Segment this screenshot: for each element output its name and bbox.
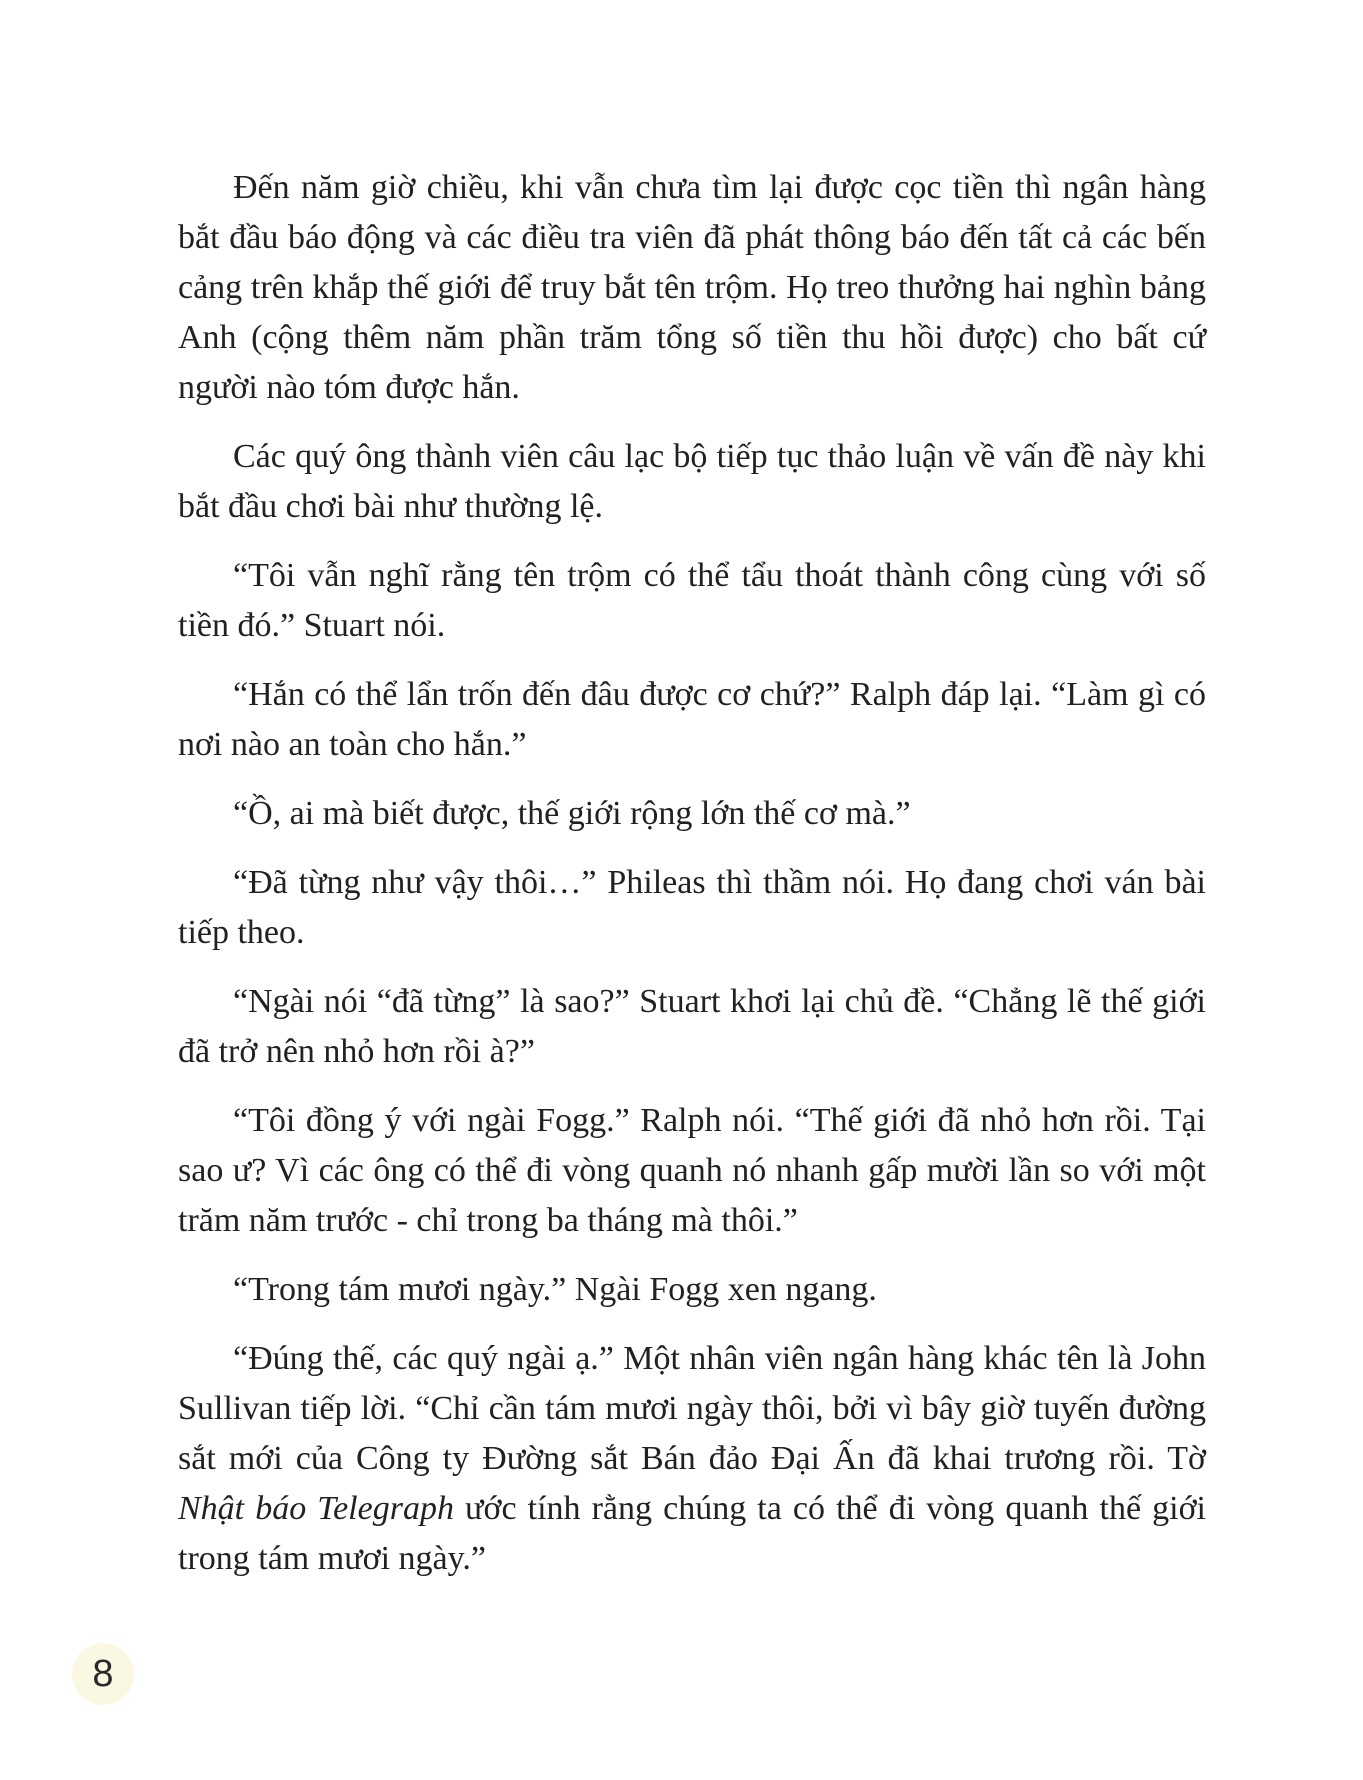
text-segment: “Đúng thế, các quý ngài ạ.” Một nhân viên ngân hàng khác tên là John Sullivan tiếp lời. “Chỉ cần tám mươi ngày thôi, bởi vì bây giờ tuyến đường sắt mới của Công ty Đường sắt Bán đảo Đại Ấn đã khai trương rồi. Tờ — [178, 1340, 1206, 1477]
paragraph — [178, 1265, 1206, 1315]
paragraph — [178, 789, 1206, 839]
text-segment: “Ồ, ai mà biết được, thế giới rộng lớn thế cơ mà.” — [233, 795, 911, 832]
text-segment: Đến năm giờ chiều, khi vẫn chưa tìm lại được cọc tiền thì ngân hàng bắt đầu báo động và các điều tra viên đã phát thông báo đến tất cả các bến cảng trên khắp thế giới để truy bắt tên trộm. Họ treo thưởng hai nghìn bảng Anh (cộng thêm năm phần trăm tổng số tiền thu hồi được) cho bất cứ người nào tóm được hắn. — [178, 169, 1206, 406]
text-segment: “Tôi vẫn nghĩ rằng tên trộm có thể tẩu thoát thành công cùng với số tiền đó.” Stuart nói. — [178, 557, 1206, 644]
paragraph — [178, 551, 1206, 651]
text-segment: “Trong tám mươi ngày.” Ngài Fogg xen ngang. — [233, 1271, 877, 1308]
italic-text-segment: Nhật báo Telegraph — [178, 1490, 454, 1527]
paragraph — [178, 163, 1206, 413]
paragraph — [178, 1334, 1206, 1584]
text-segment: “Ngài nói “đã từng” là sao?” Stuart khơi lại chủ đề. “Chẳng lẽ thế giới đã trở nên nhỏ hơn rồi à?” — [178, 983, 1206, 1070]
paragraph — [178, 432, 1206, 532]
paragraph — [178, 858, 1206, 958]
page-text — [178, 163, 1206, 1584]
paragraph — [178, 1096, 1206, 1246]
text-segment: ước tính rằng chúng ta có thể đi vòng quanh thế giới trong tám mươi ngày.” — [178, 1490, 1206, 1577]
text-segment: Các quý ông thành viên câu lạc bộ tiếp tục thảo luận về vấn đề này khi bắt đầu chơi bài như thường lệ. — [178, 438, 1206, 525]
text-segment: “Đã từng như vậy thôi…” Phileas thì thầm nói. Họ đang chơi ván bài tiếp theo. — [178, 864, 1206, 951]
text-segment: “Hắn có thể lẩn trốn đến đâu được cơ chứ?” Ralph đáp lại. “Làm gì có nơi nào an toàn cho hắn.” — [178, 676, 1206, 763]
text-segment: “Tôi đồng ý với ngài Fogg.” Ralph nói. “Thế giới đã nhỏ hơn rồi. Tại sao ư? Vì các ông có thể đi vòng quanh nó nhanh gấp mười lần so với một trăm năm trước - chỉ trong ba tháng mà thôi.” — [178, 1102, 1206, 1239]
paragraph — [178, 670, 1206, 770]
page-number: 8 — [92, 1652, 114, 1695]
paragraph — [178, 977, 1206, 1077]
page-number-badge — [72, 1643, 134, 1705]
